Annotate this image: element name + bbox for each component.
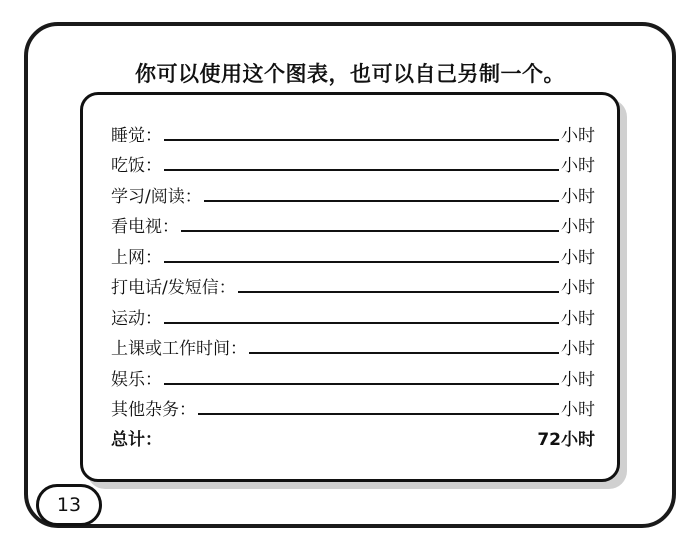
chart-rows (111, 117, 595, 452)
row-label: 看电视： (111, 217, 179, 237)
table-row (111, 117, 595, 148)
row-label: 其他杂务： (111, 400, 196, 420)
table-row (111, 270, 595, 301)
table-row (111, 148, 595, 179)
table-row (111, 209, 595, 240)
table-row (111, 392, 595, 423)
table-row (111, 300, 595, 331)
row-label: 娱乐： (111, 369, 162, 390)
row-unit: 小时 (561, 247, 595, 268)
row-unit: 小时 (561, 339, 595, 359)
row-blank-line[interactable] (164, 139, 559, 141)
total-label: 总计： (111, 430, 162, 450)
row-unit: 小时 (561, 278, 595, 298)
page-number-badge: 13 (36, 484, 102, 526)
row-label: 打电话/发短信： (111, 278, 236, 298)
row-unit: 小时 (561, 156, 595, 176)
row-label: 睡觉： (111, 125, 162, 146)
row-unit: 小时 (561, 369, 595, 390)
row-unit: 小时 (561, 308, 595, 329)
row-blank-line[interactable] (238, 291, 559, 293)
row-blank-line[interactable] (198, 413, 559, 415)
row-unit: 小时 (561, 186, 595, 207)
row-blank-line[interactable] (249, 352, 559, 354)
row-unit: 小时 (561, 217, 595, 237)
table-row (111, 239, 595, 270)
table-row-total (111, 422, 595, 452)
row-blank-line[interactable] (164, 322, 559, 324)
row-label: 上网： (111, 247, 162, 268)
row-blank-line[interactable] (164, 169, 559, 171)
row-label: 吃饭： (111, 156, 162, 176)
row-label: 运动： (111, 308, 162, 329)
row-blank-line[interactable] (164, 261, 559, 263)
row-blank-line[interactable] (204, 200, 559, 202)
page-title: 你可以使用这个图表，也可以自己另制一个。 (135, 62, 565, 86)
row-unit: 小时 (561, 400, 595, 420)
row-blank-line[interactable] (164, 383, 559, 385)
row-unit: 小时 (561, 125, 595, 146)
row-label: 上课或工作时间： (111, 339, 247, 359)
page-frame (24, 22, 676, 528)
row-blank-line[interactable] (181, 230, 559, 232)
table-row (111, 178, 595, 209)
table-row (111, 331, 595, 362)
time-chart-card (80, 92, 620, 482)
row-label: 学习/阅读： (111, 186, 202, 207)
total-value: 72小时 (537, 430, 595, 450)
table-row (111, 361, 595, 392)
